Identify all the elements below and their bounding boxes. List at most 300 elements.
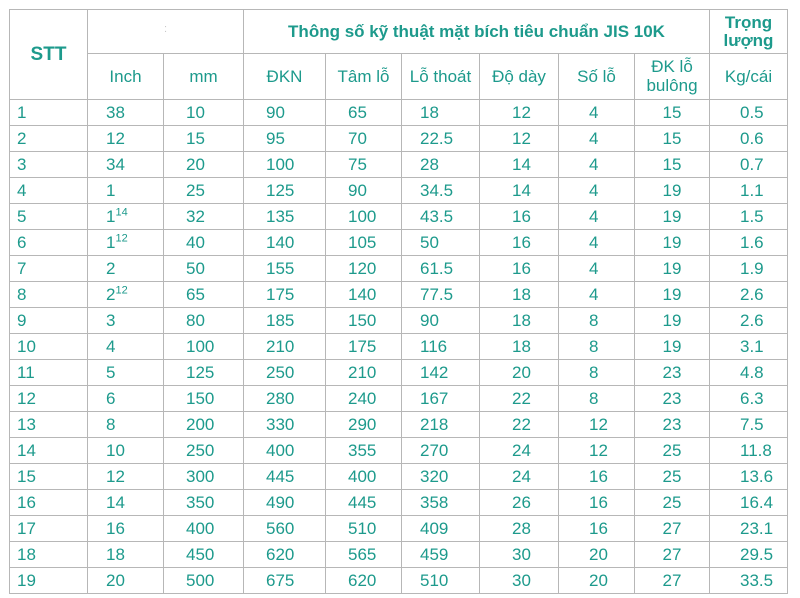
cell-inch-value: 3 <box>106 311 116 330</box>
cell-mm-value: 125 <box>186 363 215 382</box>
cell-mm-value: 15 <box>186 129 205 148</box>
header-mm: mm <box>164 54 244 100</box>
cell-mm-value: 80 <box>186 311 205 330</box>
cell-do-day-value: 18 <box>512 285 531 304</box>
cell-so-lo-value: 4 <box>589 259 599 278</box>
cell-dkn <box>244 152 326 178</box>
cell-lo-thoat <box>402 126 480 152</box>
cell-so-lo <box>559 464 635 490</box>
header-dkn: ĐKN <box>244 54 326 100</box>
cell-mm <box>164 438 244 464</box>
cell-mm-value: 65 <box>186 285 205 304</box>
cell-mm <box>164 360 244 386</box>
cell-kg-cai-value: 4.8 <box>740 363 764 382</box>
cell-inch-value: 1 <box>106 181 116 200</box>
cell-mm-value: 300 <box>186 467 215 486</box>
cell-dk-lo-bulong-value: 19 <box>662 207 682 226</box>
table-row <box>10 230 788 256</box>
table-row <box>10 438 788 464</box>
cell-lo-thoat <box>402 282 480 308</box>
cell-mm-value: 450 <box>186 545 215 564</box>
cell-kg-cai-value: 1.1 <box>740 181 764 200</box>
cell-mm <box>164 386 244 412</box>
cell-stt-value: 15 <box>17 467 36 486</box>
cell-so-lo-value: 8 <box>589 311 599 330</box>
cell-so-lo-value: 4 <box>589 103 599 122</box>
cell-so-lo <box>559 230 635 256</box>
cell-tam-lo-value: 150 <box>348 311 377 330</box>
cell-mm-value: 20 <box>186 155 205 174</box>
cell-tam-lo <box>326 542 402 568</box>
cell-tam-lo-value: 90 <box>348 181 367 200</box>
cell-dk-lo-bulong <box>635 516 710 542</box>
cell-tam-lo-value: 140 <box>348 285 377 304</box>
cell-stt-value: 3 <box>17 155 27 174</box>
cell-dk-lo-bulong-value: 19 <box>662 181 682 200</box>
cell-do-day <box>480 126 559 152</box>
cell-dkn <box>244 100 326 126</box>
cell-dk-lo-bulong <box>635 152 710 178</box>
cell-lo-thoat-value: 61.5 <box>420 259 454 278</box>
cell-inch-value: 2 <box>106 259 116 278</box>
cell-lo-thoat <box>402 516 480 542</box>
cell-lo-thoat-value: 167 <box>420 389 449 408</box>
cell-inch-value: 4 <box>106 337 116 356</box>
cell-so-lo-value: 16 <box>589 493 608 512</box>
table-row <box>10 568 788 594</box>
cell-inch-value: 34 <box>106 155 125 174</box>
cell-inch-value: 2 <box>106 285 116 304</box>
cell-inch <box>88 178 164 204</box>
cell-do-day <box>480 334 559 360</box>
cell-tam-lo <box>326 100 402 126</box>
cell-inch-value: 1 <box>106 207 116 226</box>
cell-kg-cai-value: 1.5 <box>740 207 764 226</box>
cell-dkn <box>244 178 326 204</box>
cell-dkn-value: 210 <box>266 337 295 356</box>
cell-tam-lo <box>326 490 402 516</box>
cell-inch-fraction: 14 <box>115 206 128 219</box>
cell-stt <box>10 464 88 490</box>
cell-dk-lo-bulong <box>635 334 710 360</box>
cell-dkn <box>244 386 326 412</box>
cell-so-lo-value: 4 <box>589 233 599 252</box>
cell-dk-lo-bulong <box>635 490 710 516</box>
cell-do-day <box>480 282 559 308</box>
cell-stt <box>10 282 88 308</box>
cell-stt <box>10 568 88 594</box>
cell-stt-value: 10 <box>17 337 36 356</box>
header-stt: STT <box>10 10 88 100</box>
cell-stt-value: 9 <box>17 311 27 330</box>
cell-so-lo-value: 4 <box>589 285 599 304</box>
header-weight: Trọng lượng <box>710 10 788 54</box>
cell-dk-lo-bulong-value: 19 <box>662 259 682 278</box>
cell-so-lo <box>559 178 635 204</box>
cell-lo-thoat <box>402 386 480 412</box>
cell-stt <box>10 204 88 230</box>
cell-do-day <box>480 230 559 256</box>
cell-dk-lo-bulong-value: 23 <box>662 415 682 434</box>
cell-dk-lo-bulong-value: 23 <box>662 363 682 382</box>
cell-dk-lo-bulong <box>635 360 710 386</box>
cell-dk-lo-bulong-value: 19 <box>662 311 682 330</box>
cell-inch <box>88 256 164 282</box>
cell-stt <box>10 412 88 438</box>
cell-lo-thoat-value: 90 <box>420 311 439 330</box>
cell-inch <box>88 386 164 412</box>
cell-do-day-value: 26 <box>512 493 531 512</box>
table-row <box>10 308 788 334</box>
cell-dkn-value: 250 <box>266 363 295 382</box>
cell-kg-cai <box>710 178 788 204</box>
cell-kg-cai-value: 2.6 <box>740 285 764 304</box>
cell-tam-lo <box>326 126 402 152</box>
cell-tam-lo-value: 290 <box>348 415 377 434</box>
cell-kg-cai-value: 0.6 <box>740 129 764 148</box>
cell-mm-value: 500 <box>186 571 215 590</box>
cell-inch <box>88 204 164 230</box>
cell-tam-lo <box>326 178 402 204</box>
cell-mm <box>164 126 244 152</box>
cell-mm <box>164 412 244 438</box>
cell-so-lo <box>559 360 635 386</box>
cell-so-lo <box>559 568 635 594</box>
cell-dkn-value: 490 <box>266 493 295 512</box>
cell-kg-cai <box>710 282 788 308</box>
cell-inch <box>88 412 164 438</box>
cell-mm <box>164 334 244 360</box>
cell-tam-lo-value: 565 <box>348 545 377 564</box>
cell-do-day <box>480 204 559 230</box>
cell-do-day-value: 18 <box>512 337 531 356</box>
cell-lo-thoat-value: 34.5 <box>420 181 454 200</box>
cell-stt-value: 2 <box>17 129 27 148</box>
cell-lo-thoat-value: 77.5 <box>420 285 454 304</box>
cell-stt-value: 5 <box>17 207 27 226</box>
cell-so-lo-value: 4 <box>589 181 599 200</box>
cell-stt-value: 16 <box>17 493 36 512</box>
cell-so-lo-value: 20 <box>589 571 608 590</box>
cell-inch <box>88 438 164 464</box>
cell-tam-lo-value: 120 <box>348 259 377 278</box>
cell-do-day-value: 30 <box>512 571 531 590</box>
cell-do-day <box>480 490 559 516</box>
cell-inch <box>88 360 164 386</box>
cell-stt <box>10 360 88 386</box>
cell-dk-lo-bulong-value: 23 <box>662 389 682 408</box>
cell-mm-value: 150 <box>186 389 215 408</box>
cell-tam-lo <box>326 516 402 542</box>
cell-inch-value: 38 <box>106 103 125 122</box>
cell-tam-lo <box>326 360 402 386</box>
cell-tam-lo <box>326 282 402 308</box>
cell-stt-value: 17 <box>17 519 36 538</box>
cell-tam-lo-value: 445 <box>348 493 377 512</box>
cell-mm <box>164 282 244 308</box>
cell-stt-value: 18 <box>17 545 36 564</box>
cell-dk-lo-bulong <box>635 308 710 334</box>
cell-stt <box>10 386 88 412</box>
cell-kg-cai-value: 7.5 <box>740 415 764 434</box>
cell-do-day-value: 14 <box>512 155 531 174</box>
cell-stt <box>10 542 88 568</box>
cell-dkn <box>244 568 326 594</box>
cell-so-lo <box>559 490 635 516</box>
cell-so-lo <box>559 308 635 334</box>
cell-tam-lo-value: 620 <box>348 571 377 590</box>
cell-kg-cai <box>710 412 788 438</box>
cell-mm-value: 400 <box>186 519 215 538</box>
cell-lo-thoat-value: 28 <box>420 155 439 174</box>
cell-dk-lo-bulong <box>635 438 710 464</box>
cell-lo-thoat <box>402 152 480 178</box>
cell-dk-lo-bulong <box>635 178 710 204</box>
cell-dk-lo-bulong <box>635 230 710 256</box>
cell-kg-cai <box>710 542 788 568</box>
cell-tam-lo <box>326 334 402 360</box>
cell-kg-cai-value: 0.5 <box>740 103 764 122</box>
cell-dk-lo-bulong <box>635 204 710 230</box>
cell-dkn <box>244 230 326 256</box>
cell-lo-thoat <box>402 568 480 594</box>
cell-dkn-value: 675 <box>266 571 295 590</box>
cell-so-lo-value: 16 <box>589 519 608 538</box>
cell-kg-cai <box>710 516 788 542</box>
cell-dkn-value: 445 <box>266 467 295 486</box>
cell-dk-lo-bulong <box>635 126 710 152</box>
table-body <box>10 100 788 594</box>
cell-mm-value: 50 <box>186 259 205 278</box>
cell-dk-lo-bulong <box>635 256 710 282</box>
cell-mm <box>164 542 244 568</box>
cell-stt <box>10 100 88 126</box>
header-tam-lo: Tâm lỗ <box>326 54 402 100</box>
cell-mm-value: 10 <box>186 103 205 122</box>
cell-mm <box>164 100 244 126</box>
cell-dk-lo-bulong <box>635 542 710 568</box>
cell-kg-cai-value: 11.8 <box>740 441 772 460</box>
cell-inch <box>88 152 164 178</box>
cell-stt <box>10 438 88 464</box>
table-row <box>10 256 788 282</box>
cell-lo-thoat-value: 270 <box>420 441 449 460</box>
cell-lo-thoat-value: 116 <box>420 337 448 356</box>
cell-dkn-value: 90 <box>266 103 285 122</box>
cell-lo-thoat <box>402 334 480 360</box>
cell-so-lo-value: 12 <box>589 441 608 460</box>
table-row <box>10 386 788 412</box>
cell-do-day <box>480 438 559 464</box>
table-title: Thông số kỹ thuật mặt bích tiêu chuẩn JIS 10K <box>244 10 710 54</box>
cell-do-day-value: 30 <box>512 545 531 564</box>
cell-kg-cai <box>710 490 788 516</box>
cell-mm-value: 25 <box>186 181 205 200</box>
cell-tam-lo <box>326 464 402 490</box>
cell-inch-fraction: 12 <box>115 284 128 297</box>
header-kg-cai: Kg/cái <box>710 54 788 100</box>
cell-tam-lo <box>326 386 402 412</box>
cell-so-lo <box>559 100 635 126</box>
spec-table-container <box>9 9 788 594</box>
table-row <box>10 178 788 204</box>
cell-so-lo <box>559 256 635 282</box>
cell-mm <box>164 152 244 178</box>
cell-mm-value: 200 <box>186 415 215 434</box>
cell-stt-value: 7 <box>17 259 27 278</box>
cell-dkn <box>244 308 326 334</box>
cell-inch <box>88 464 164 490</box>
cell-tam-lo-value: 240 <box>348 389 377 408</box>
cell-kg-cai <box>710 308 788 334</box>
table-row <box>10 360 788 386</box>
cell-tam-lo <box>326 412 402 438</box>
cell-so-lo-value: 16 <box>589 467 608 486</box>
cell-inch-value: 14 <box>106 493 125 512</box>
cell-kg-cai <box>710 230 788 256</box>
cell-stt <box>10 490 88 516</box>
cell-lo-thoat <box>402 542 480 568</box>
cell-lo-thoat <box>402 256 480 282</box>
cell-dkn <box>244 256 326 282</box>
cell-dkn <box>244 490 326 516</box>
cell-stt-value: 6 <box>17 233 27 252</box>
table-row <box>10 152 788 178</box>
cell-do-day-value: 16 <box>512 207 531 226</box>
cell-tam-lo <box>326 230 402 256</box>
cell-do-day <box>480 568 559 594</box>
cell-stt <box>10 178 88 204</box>
cell-stt <box>10 516 88 542</box>
cell-lo-thoat <box>402 204 480 230</box>
cell-dkn-value: 400 <box>266 441 295 460</box>
table-row <box>10 516 788 542</box>
cell-inch <box>88 308 164 334</box>
cell-tam-lo <box>326 204 402 230</box>
cell-dk-lo-bulong-value: 27 <box>662 571 682 590</box>
cell-mm-value: 250 <box>186 441 215 460</box>
table-row <box>10 126 788 152</box>
cell-inch <box>88 490 164 516</box>
cell-lo-thoat <box>402 438 480 464</box>
cell-do-day <box>480 256 559 282</box>
cell-mm-value: 350 <box>186 493 215 512</box>
cell-do-day-value: 12 <box>512 103 531 122</box>
header-row-sub <box>10 54 788 100</box>
cell-so-lo <box>559 152 635 178</box>
cell-kg-cai-value: 23.1 <box>740 519 774 538</box>
cell-so-lo-value: 20 <box>589 545 608 564</box>
cell-tam-lo <box>326 568 402 594</box>
cell-dkn-value: 185 <box>266 311 295 330</box>
cell-stt <box>10 334 88 360</box>
cell-do-day-value: 12 <box>512 129 531 148</box>
cell-kg-cai-value: 1.9 <box>740 259 764 278</box>
cell-lo-thoat-value: 358 <box>420 493 449 512</box>
cell-so-lo-value: 4 <box>589 129 599 148</box>
cell-dk-lo-bulong <box>635 386 710 412</box>
table-row <box>10 490 788 516</box>
cell-lo-thoat-value: 142 <box>420 363 449 382</box>
cell-tam-lo-value: 400 <box>348 467 377 486</box>
cell-do-day-value: 22 <box>512 389 531 408</box>
cell-lo-thoat <box>402 230 480 256</box>
cell-inch <box>88 282 164 308</box>
cell-inch-fraction: 12 <box>115 232 128 245</box>
cell-inch-value: 5 <box>106 363 116 382</box>
jis-10k-flange-spec-table <box>9 9 788 594</box>
cell-tam-lo-value: 355 <box>348 441 377 460</box>
cell-lo-thoat <box>402 490 480 516</box>
cell-lo-thoat-value: 409 <box>420 519 449 538</box>
cell-dkn-value: 100 <box>266 155 295 174</box>
cell-mm-value: 40 <box>186 233 205 252</box>
cell-lo-thoat-value: 43.5 <box>420 207 454 226</box>
cell-lo-thoat <box>402 412 480 438</box>
cell-dkn <box>244 516 326 542</box>
cell-inch-value: 8 <box>106 415 116 434</box>
cell-kg-cai <box>710 126 788 152</box>
cell-kg-cai <box>710 438 788 464</box>
cell-do-day <box>480 386 559 412</box>
cell-so-lo <box>559 412 635 438</box>
cell-kg-cai <box>710 360 788 386</box>
cell-lo-thoat <box>402 360 480 386</box>
cell-mm <box>164 490 244 516</box>
cell-so-lo <box>559 386 635 412</box>
cell-inch <box>88 230 164 256</box>
cell-dk-lo-bulong-value: 19 <box>662 233 682 252</box>
cell-do-day <box>480 308 559 334</box>
cell-stt <box>10 152 88 178</box>
cell-inch-value: 12 <box>106 467 125 486</box>
cell-do-day-value: 24 <box>512 467 531 486</box>
table-row <box>10 334 788 360</box>
cell-mm-value: 100 <box>186 337 215 356</box>
table-row <box>10 412 788 438</box>
cell-kg-cai-value: 6.3 <box>740 389 764 408</box>
cell-dk-lo-bulong-value: 27 <box>662 519 682 538</box>
cell-lo-thoat-value: 50 <box>420 233 439 252</box>
cell-tam-lo-value: 65 <box>348 103 367 122</box>
cell-tam-lo <box>326 438 402 464</box>
cell-inch <box>88 126 164 152</box>
cell-dkn-value: 175 <box>266 285 295 304</box>
cell-dkn-value: 95 <box>266 129 285 148</box>
cell-dk-lo-bulong <box>635 464 710 490</box>
cell-inch-value: 18 <box>106 545 125 564</box>
cell-do-day-value: 28 <box>512 519 531 538</box>
cell-dk-lo-bulong-value: 19 <box>662 337 682 356</box>
cell-dk-lo-bulong-value: 15 <box>662 103 682 122</box>
cell-stt-value: 14 <box>17 441 36 460</box>
cell-so-lo-value: 8 <box>589 389 599 408</box>
cell-stt-value: 12 <box>17 389 36 408</box>
cell-lo-thoat <box>402 464 480 490</box>
cell-inch-value: 6 <box>106 389 116 408</box>
cell-lo-thoat <box>402 100 480 126</box>
cell-kg-cai <box>710 152 788 178</box>
cell-inch-value: 20 <box>106 571 125 590</box>
cell-stt-value: 13 <box>17 415 36 434</box>
cell-dkn <box>244 464 326 490</box>
cell-do-day-value: 14 <box>512 181 531 200</box>
cell-do-day <box>480 516 559 542</box>
cell-do-day-value: 22 <box>512 415 531 434</box>
cell-do-day-value: 20 <box>512 363 531 382</box>
table-row <box>10 204 788 230</box>
cell-inch <box>88 100 164 126</box>
